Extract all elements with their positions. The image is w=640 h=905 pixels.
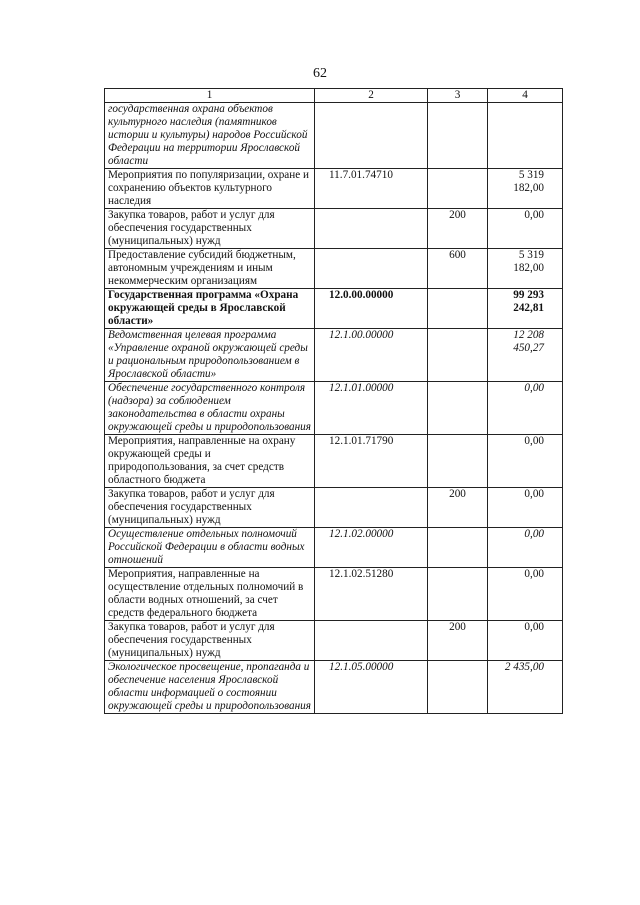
row-name-cell: Мероприятия по популяризации, охране и сохранению объектов культурного наследия [105,169,315,209]
table-row [105,382,563,435]
row-name-cell: Осуществление отдельных полномочий Российской Федерации в области водных отношений [105,528,315,568]
row-name-cell: Государственная программа «Охрана окружающей среды в Ярославской области» [105,289,315,329]
row-name-cell: Экологическое просвещение, пропаганда и обеспечение населения Ярославской области информацией о состоянии окружающей среды и природопользования [105,661,315,714]
row-sum-cell: 0,00 [488,382,563,435]
row-code-cell [315,249,428,289]
row-code-cell: 12.1.05.00000 [315,661,428,714]
row-sum-cell: 99 293 242,81 [488,289,563,329]
table-row [105,329,563,382]
row-sum-cell: 2 435,00 [488,661,563,714]
row-sum-cell: 0,00 [488,621,563,661]
row-name-cell: Мероприятия, направленные на охрану окружающей среды и природопользования, за счет средств областного бюджета [105,435,315,488]
row-type-cell [428,382,488,435]
row-type-cell: 200 [428,621,488,661]
row-sum-cell: 12 208 450,27 [488,329,563,382]
row-type-cell [428,103,488,169]
table-row [105,488,563,528]
header-col-4: 4 [488,89,563,103]
page-number: 62 [313,66,327,81]
row-code-cell: 12.1.00.00000 [315,329,428,382]
row-sum-cell: 0,00 [488,435,563,488]
row-type-cell [428,435,488,488]
table-row [105,169,563,209]
table-header-row [105,89,563,103]
row-code-cell [315,209,428,249]
row-code-cell: 11.7.01.74710 [315,169,428,209]
table-row [105,249,563,289]
row-code-cell: 12.1.02.00000 [315,528,428,568]
row-name-cell: Мероприятия, направленные на осуществление отдельных полномочий в области водных отношений, за счет средств федерального бюджета [105,568,315,621]
table-row [105,289,563,329]
row-type-cell: 200 [428,209,488,249]
row-name-cell: Закупка товаров, работ и услуг для обеспечения государственных (муниципальных) нужд [105,621,315,661]
row-type-cell [428,528,488,568]
row-type-cell [428,329,488,382]
row-sum-cell: 0,00 [488,209,563,249]
header-col-1: 1 [105,89,315,103]
budget-table [104,88,563,714]
row-sum-cell: 0,00 [488,568,563,621]
table-row [105,435,563,488]
row-code-cell [315,621,428,661]
row-name-cell: Закупка товаров, работ и услуг для обеспечения государственных (муниципальных) нужд [105,209,315,249]
row-code-cell [315,103,428,169]
table-row [105,528,563,568]
row-type-cell [428,661,488,714]
row-type-cell: 600 [428,249,488,289]
table-row [105,209,563,249]
row-sum-cell: 5 319 182,00 [488,169,563,209]
row-code-cell: 12.0.00.00000 [315,289,428,329]
row-type-cell [428,568,488,621]
row-sum-cell: 0,00 [488,528,563,568]
row-name-cell: Обеспечение государственного контроля (надзора) за соблюдением законодательства в области охраны окружающей среды и природопользования [105,382,315,435]
row-code-cell: 12.1.01.00000 [315,382,428,435]
header-col-2: 2 [315,89,428,103]
row-type-cell [428,289,488,329]
header-col-3: 3 [428,89,488,103]
table-row [105,661,563,714]
table-row [105,568,563,621]
row-name-cell: Предоставление субсидий бюджетным, автономным учреждениям и иным некоммерческим организациям [105,249,315,289]
row-code-cell [315,488,428,528]
row-name-cell: Закупка товаров, работ и услуг для обеспечения государственных (муниципальных) нужд [105,488,315,528]
table-row [105,621,563,661]
row-type-cell: 200 [428,488,488,528]
row-sum-cell: 0,00 [488,488,563,528]
row-name-cell: Ведомственная целевая программа «Управление охраной окружающей среды и рациональным природопользованием в Ярославской области» [105,329,315,382]
row-code-cell: 12.1.01.71790 [315,435,428,488]
row-sum-cell: 5 319 182,00 [488,249,563,289]
row-name-cell: государственная охрана объектов культурного наследия (памятников истории и культуры) народов Российской Федерации на территории Ярославской области [105,103,315,169]
table-row [105,103,563,169]
row-sum-cell [488,103,563,169]
row-type-cell [428,169,488,209]
row-code-cell: 12.1.02.51280 [315,568,428,621]
